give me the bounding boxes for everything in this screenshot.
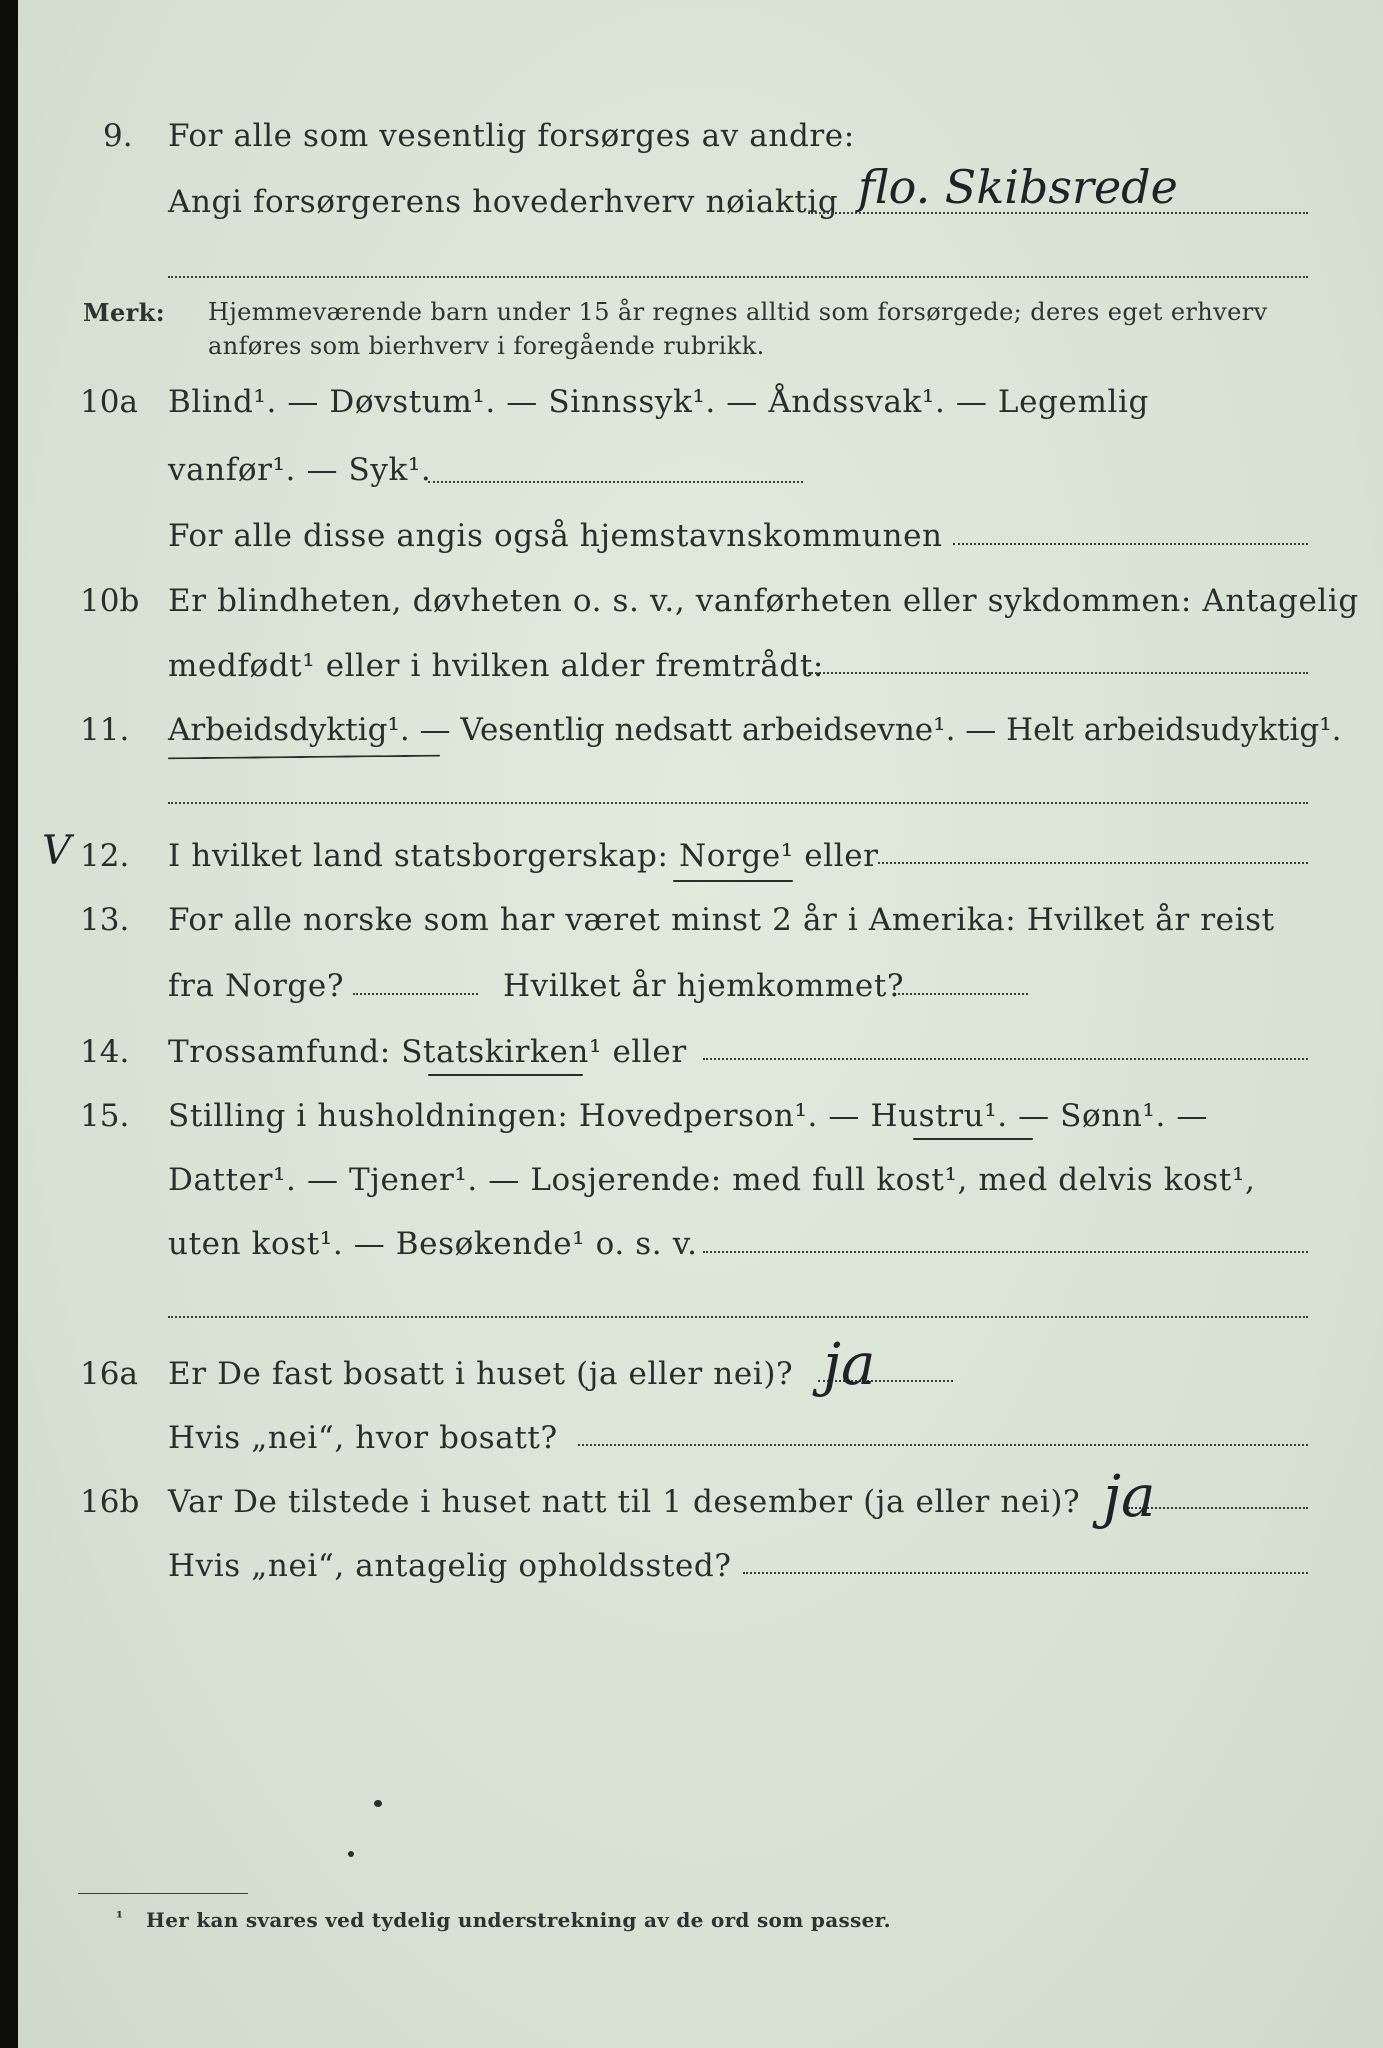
q10a-number: 10a <box>80 384 138 420</box>
q12-check-mark: V <box>42 828 71 874</box>
q9-line2: Angi forsørgerens hovederhverv nøiaktig <box>168 184 839 220</box>
q11-number: 11. <box>80 712 130 748</box>
q9-line1: For alle som vesentlig forsørges av andre: <box>168 118 855 154</box>
q12-number: 12. <box>80 838 130 874</box>
q10a-line2-answer-line <box>428 481 803 483</box>
q16b-handwritten-answer: ja <box>1103 1462 1156 1530</box>
q13-line1: For alle norske som har været minst 2 år i Amerika: Hvilket år reist <box>168 902 1275 938</box>
q10b-line1: Er blindheten, døvheten o. s. v., vanførheten eller sykdommen: Antagelig <box>168 583 1359 619</box>
q11-extra-line <box>168 802 1308 804</box>
q12-answer-line <box>878 862 1308 864</box>
q15-extra-line <box>168 1316 1308 1318</box>
merk-line2: anføres som bierhverv i foregående rubrikk. <box>208 332 765 360</box>
q16b-number: 16b <box>80 1484 140 1520</box>
q15-line1: Stilling i husholdningen: Hovedperson¹. — Hustru¹. — Sønn¹. — <box>168 1098 1208 1134</box>
q12-underline-norge <box>673 880 793 882</box>
q13-number: 13. <box>80 902 130 938</box>
q16a-line1: Er De fast bosatt i huset (ja eller nei)? <box>168 1356 794 1392</box>
q13-line2a: fra Norge? <box>168 968 345 1004</box>
q16a-number: 16a <box>80 1356 138 1392</box>
q9-handwritten-answer: flo. Skibsrede <box>858 160 1178 214</box>
q9-number: 9. <box>103 118 133 154</box>
q14-number: 14. <box>80 1034 130 1070</box>
q10b-number: 10b <box>80 583 140 619</box>
q14-line1: Trossamfund: Statskirken¹ eller <box>168 1034 687 1070</box>
ink-speck <box>348 1851 354 1857</box>
q15-number: 15. <box>80 1098 130 1134</box>
q9-extra-line <box>168 276 1308 278</box>
q10a-line3: For alle disse angis også hjemstavnskommunen <box>168 518 943 554</box>
q10a-line2: vanfør¹. — Syk¹. <box>168 452 432 488</box>
q13-line2b: Hvilket år hjemkommet? <box>503 968 905 1004</box>
q14-underline-statskirken <box>428 1074 583 1076</box>
q16b-line2: Hvis „nei“, antagelig opholdssted? <box>168 1548 732 1584</box>
q10b-answer-line <box>808 672 1308 674</box>
q16b-line1: Var De tilstede i huset natt til 1 desember (ja eller nei)? <box>168 1484 1081 1520</box>
merk-line1: Hjemmeværende barn under 15 år regnes alltid som forsørgede; deres eget erhverv <box>208 298 1268 326</box>
q11-underline-arbeidsdyktig <box>168 755 440 760</box>
q16a-bosatt-answer-line <box>578 1444 1308 1446</box>
q11-line1: Arbeidsdyktig¹. — Vesentlig nedsatt arbeidsevne¹. — Helt arbeidsudyktig¹. <box>168 712 1342 748</box>
ink-speck <box>374 1800 382 1807</box>
footnote-mark: ¹ <box>116 1908 124 1927</box>
census-form-page <box>18 0 1383 2048</box>
q15-answer-line <box>703 1251 1308 1253</box>
q14-answer-line <box>703 1058 1308 1060</box>
q10a-line3-answer-line <box>953 543 1308 545</box>
merk-label: Merk: <box>83 298 165 327</box>
q15-underline-hustru <box>913 1138 1033 1140</box>
footnote-rule <box>78 1893 248 1894</box>
q16a-line2: Hvis „nei“, hvor bosatt? <box>168 1420 558 1456</box>
q13-hjemkommet-answer-line <box>898 993 1028 995</box>
footnote-text: Her kan svares ved tydelig understrekning av de ord som passer. <box>146 1908 891 1932</box>
q15-line2: Datter¹. — Tjener¹. — Losjerende: med full kost¹, med delvis kost¹, <box>168 1162 1256 1198</box>
q10b-line2: medfødt¹ eller i hvilken alder fremtrådt: <box>168 648 824 684</box>
q13-reist-answer-line <box>353 993 478 995</box>
q12-line1: I hvilket land statsborgerskap: Norge¹ eller <box>168 838 879 874</box>
q15-line3: uten kost¹. — Besøkende¹ o. s. v. <box>168 1226 698 1262</box>
q16a-handwritten-answer: ja <box>823 1330 876 1398</box>
q16b-opholdssted-answer-line <box>743 1572 1308 1574</box>
q10a-line1: Blind¹. — Døvstum¹. — Sinnssyk¹. — Åndssvak¹. — Legemlig <box>168 384 1149 420</box>
